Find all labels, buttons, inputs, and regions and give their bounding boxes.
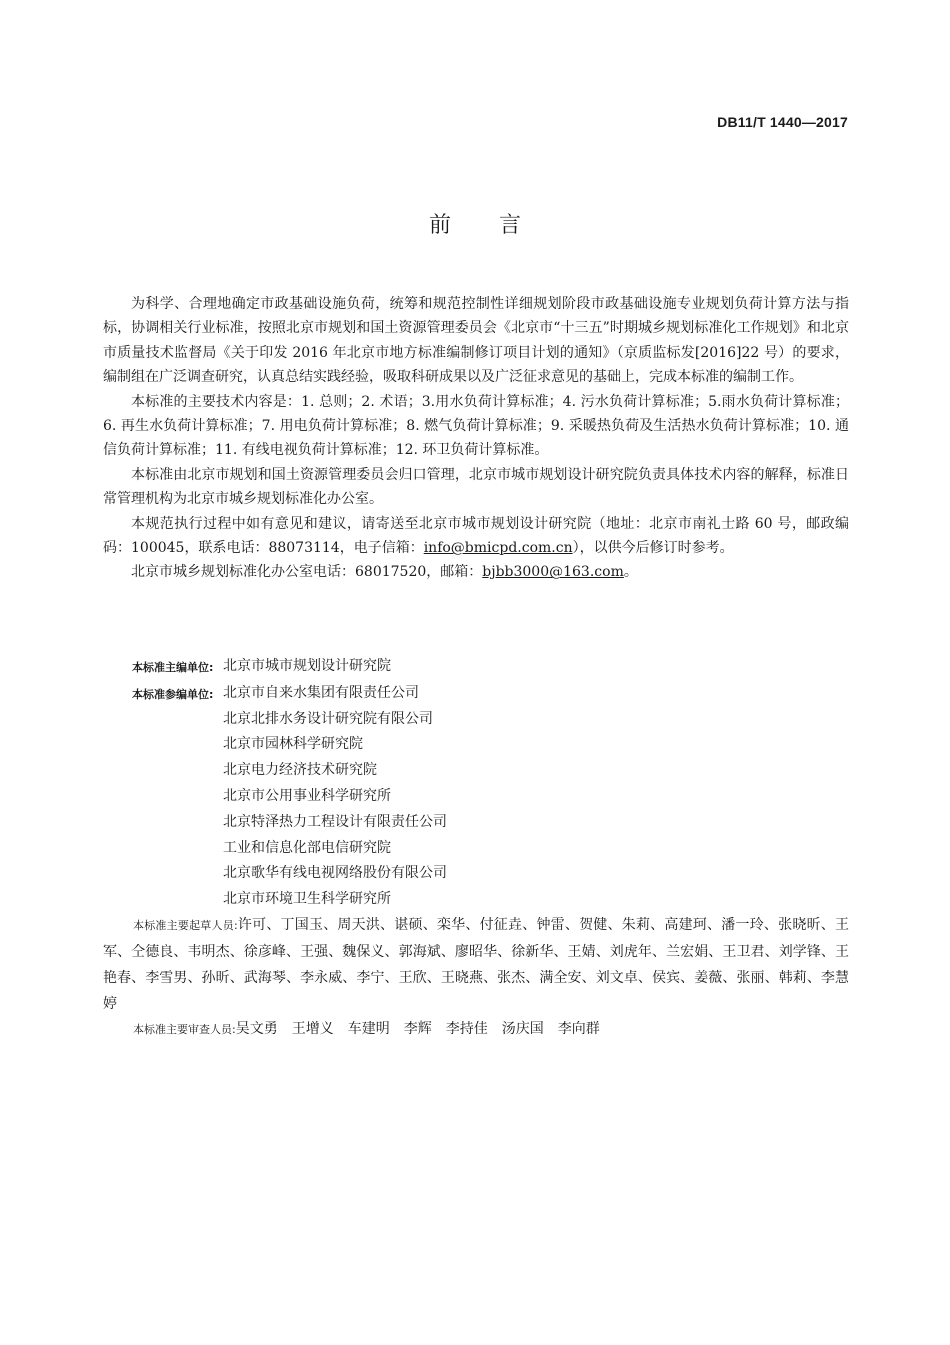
participating-unit: 北京市环境卫生科学研究所 xyxy=(223,891,391,908)
office-contact-text: 北京市城乡规划标准化办公室电话：68017520，邮箱： xyxy=(131,564,483,581)
standard-code: DB11/T 1440—2017 xyxy=(717,114,848,130)
participating-unit: 北京特泽热力工程设计有限责任公司 xyxy=(223,813,447,830)
office-email-link[interactable]: bjbb3000@163.com xyxy=(482,564,624,581)
participating-unit: 北京电力经济技术研究院 xyxy=(223,762,377,779)
preface-paragraph-5 xyxy=(103,560,849,584)
participating-unit: 北京歌华有线电视网络股份有限公司 xyxy=(223,865,447,882)
office-contact-end: 。 xyxy=(623,564,638,581)
participating-unit: 北京市自来水集团有限责任公司 xyxy=(223,684,419,701)
chief-unit-row xyxy=(132,654,447,681)
participating-unit: 北京市园林科学研究院 xyxy=(223,736,363,753)
page-title: 前言 xyxy=(428,213,569,238)
institute-email-link[interactable]: info@bmicpd.com.cn xyxy=(423,540,573,557)
chief-unit: 北京市城市规划设计研究院 xyxy=(223,658,391,674)
drafters-names: 许可、丁国玉、周天洪、谌硕、栾华、付征垚、钟雷、贺健、朱莉、高建珂、潘一玲、张晓昕、王军、仝德良、韦明杰、徐彦峰、王强、魏保义、郭海斌、廖昭华、徐新华、王婧、刘虎年、兰宏娟、王卫君、刘学锋、王艳春、李雪男、孙昕、武海琴、李永威、李宁、王欣、王晓燕、张杰、满全安、刘文卓、侯宾、姜薇、张丽、韩莉、李慧婷 xyxy=(103,917,849,1012)
participating-unit-label: 本标准参编单位: xyxy=(132,687,214,701)
chief-unit-label: 本标准主编单位: xyxy=(132,661,214,674)
contact-text-end: ），以供今后修订时参考。 xyxy=(572,540,734,557)
preface-paragraph-4 xyxy=(103,512,849,561)
participating-unit-list xyxy=(223,681,447,913)
participating-unit: 工业和信息化部电信研究院 xyxy=(223,839,391,856)
reviewers-label: 本标准主要审查人员: xyxy=(133,1023,236,1036)
drafters-label: 本标准主要起草人员: xyxy=(133,919,238,932)
participating-units-row xyxy=(132,681,447,913)
participating-unit: 北京市公用事业科学研究所 xyxy=(223,787,391,804)
participating-unit: 北京北排水务设计研究院有限公司 xyxy=(223,710,433,727)
main-reviewers xyxy=(103,1016,849,1043)
preface-paragraph-3: 本标准由北京市规划和国土资源管理委员会归口管理，北京市城市规划设计研究院负责具体技术内容的解释，标准日常管理机构为北京市城乡规划标准化办公室。 xyxy=(103,466,849,508)
main-drafters xyxy=(103,912,849,1017)
drafting-units xyxy=(132,654,447,913)
reviewers-names: 吴文勇 王增义 车建明 李辉 李持佳 汤庆国 李向群 xyxy=(235,1021,600,1037)
preface-body xyxy=(103,292,849,585)
preface-paragraph-2: 本标准的主要技术内容是：1. 总则；2. 术语；3.用水负荷计算标准；4. 污水负荷计算标准；5.雨水负荷计算标准；6. 再生水负荷计算标准；7. 用电负荷计算标准；8. 燃气负荷计算标准；9. 采暖热负荷及生活热水负荷计算标准；10. 通信负荷计算标准；11. 有线电视负荷计算标准；12. 环卫负荷计算标准。 xyxy=(103,393,849,459)
preface-paragraph-1: 为科学、合理地确定市政基础设施负荷，统筹和规范控制性详细规划阶段市政基础设施专业规划负荷计算方法与指标，协调相关行业标准，按照北京市规划和国土资源管理委员会《北京市“十三五”时期城乡规划标准化工作规划》和北京市质量技术监督局《关于印发 2016 年北京市地方标准编制修订项目计划的通知》（京质监标发[2016]22 号）的要求，编制组在广泛调查研究，认真总结实践经验，吸取科研成果以及广泛征求意见的基础上，完成本标准的编制工作。 xyxy=(103,296,849,386)
contact-text: 本规范执行过程中如有意见和建议，请寄送至北京市城市规划设计研究院（地址：北京市南礼士路 60 号，邮政编码：100045，联系电话：88073114，电子信箱： xyxy=(103,515,849,557)
